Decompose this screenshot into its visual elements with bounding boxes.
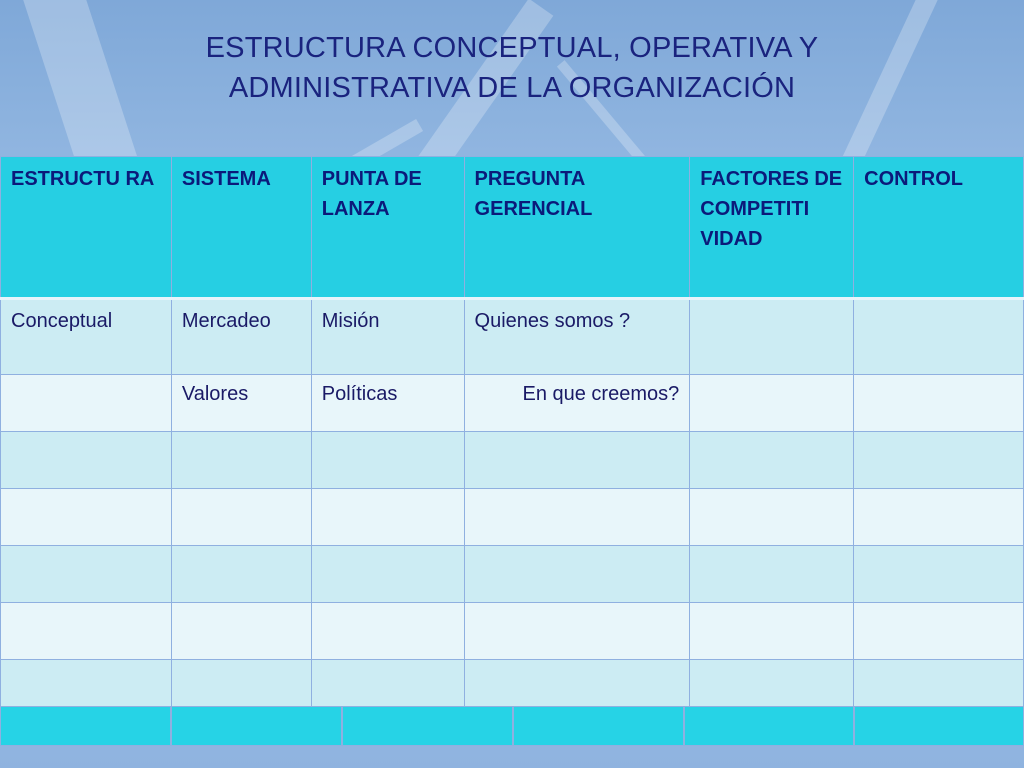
table-cell: [464, 603, 690, 660]
slide-title: [0, 28, 1024, 108]
table-cell: [690, 432, 854, 489]
table-cell: Conceptual: [1, 299, 172, 375]
table-row: [1, 603, 1024, 660]
header-sistema: SISTEMA: [171, 157, 311, 299]
table-cell: [690, 375, 854, 432]
table-row: [1, 489, 1024, 546]
table-cell: [464, 489, 690, 546]
table-cell: [690, 546, 854, 603]
table-cell: Políticas: [311, 375, 464, 432]
table-cell: Mercadeo: [171, 299, 311, 375]
table-cell: [854, 603, 1024, 660]
table-cell: Misión: [311, 299, 464, 375]
table-cell: [171, 603, 311, 660]
table-cell: [690, 489, 854, 546]
table-cell: En que creemos?: [464, 375, 690, 432]
footer-cell: [171, 706, 342, 746]
table-cell: [1, 489, 172, 546]
title-line-1: ESTRUCTURA CONCEPTUAL, OPERATIVA Y: [205, 32, 819, 64]
header-factores-de-competitividad: FACTORES DE COMPETITI VIDAD: [690, 157, 854, 299]
table-row: [1, 432, 1024, 489]
footer-cell: [684, 706, 854, 746]
header-estructura: ESTRUCTU RA: [1, 157, 172, 299]
footer-bar: [0, 706, 1024, 746]
table-cell: [171, 546, 311, 603]
table-cell: [690, 299, 854, 375]
table-row: [1, 375, 1024, 432]
table-cell: [1, 660, 172, 710]
table-cell: [464, 432, 690, 489]
table-cell: [1, 603, 172, 660]
table-cell: [854, 546, 1024, 603]
table-cell: [854, 299, 1024, 375]
table-cell: [690, 603, 854, 660]
table-cell: [171, 432, 311, 489]
table-row: [1, 299, 1024, 375]
table-cell: Valores: [171, 375, 311, 432]
table-cell: [311, 489, 464, 546]
table-cell: [311, 660, 464, 710]
table-row: [1, 660, 1024, 710]
table-cell: [464, 546, 690, 603]
table-header-row: [1, 157, 1024, 299]
footer-cell: [513, 706, 684, 746]
table-cell: Quienes somos ?: [464, 299, 690, 375]
table-cell: [854, 489, 1024, 546]
table-cell: [1, 432, 172, 489]
footer-cell: [854, 706, 1024, 746]
header-control: CONTROL: [854, 157, 1024, 299]
header-punta-de-lanza: PUNTA DE LANZA: [311, 157, 464, 299]
footer-cell: [342, 706, 513, 746]
table-row: [1, 546, 1024, 603]
table-cell: [854, 660, 1024, 710]
table-cell: [464, 660, 690, 710]
table-cell: [1, 546, 172, 603]
table-cell: [1, 375, 172, 432]
organization-table: [0, 156, 1024, 710]
table-cell: [311, 432, 464, 489]
table-cell: [171, 489, 311, 546]
table-cell: [854, 375, 1024, 432]
table-cell: [690, 660, 854, 710]
table-cell: [311, 546, 464, 603]
title-line-2: ADMINISTRATIVA DE LA ORGANIZACIÓN: [228, 72, 796, 104]
table-cell: [171, 660, 311, 710]
footer-cell: [0, 706, 171, 746]
header-pregunta-gerencial: PREGUNTA GERENCIAL: [464, 157, 690, 299]
table-cell: [311, 603, 464, 660]
table-cell: [854, 432, 1024, 489]
